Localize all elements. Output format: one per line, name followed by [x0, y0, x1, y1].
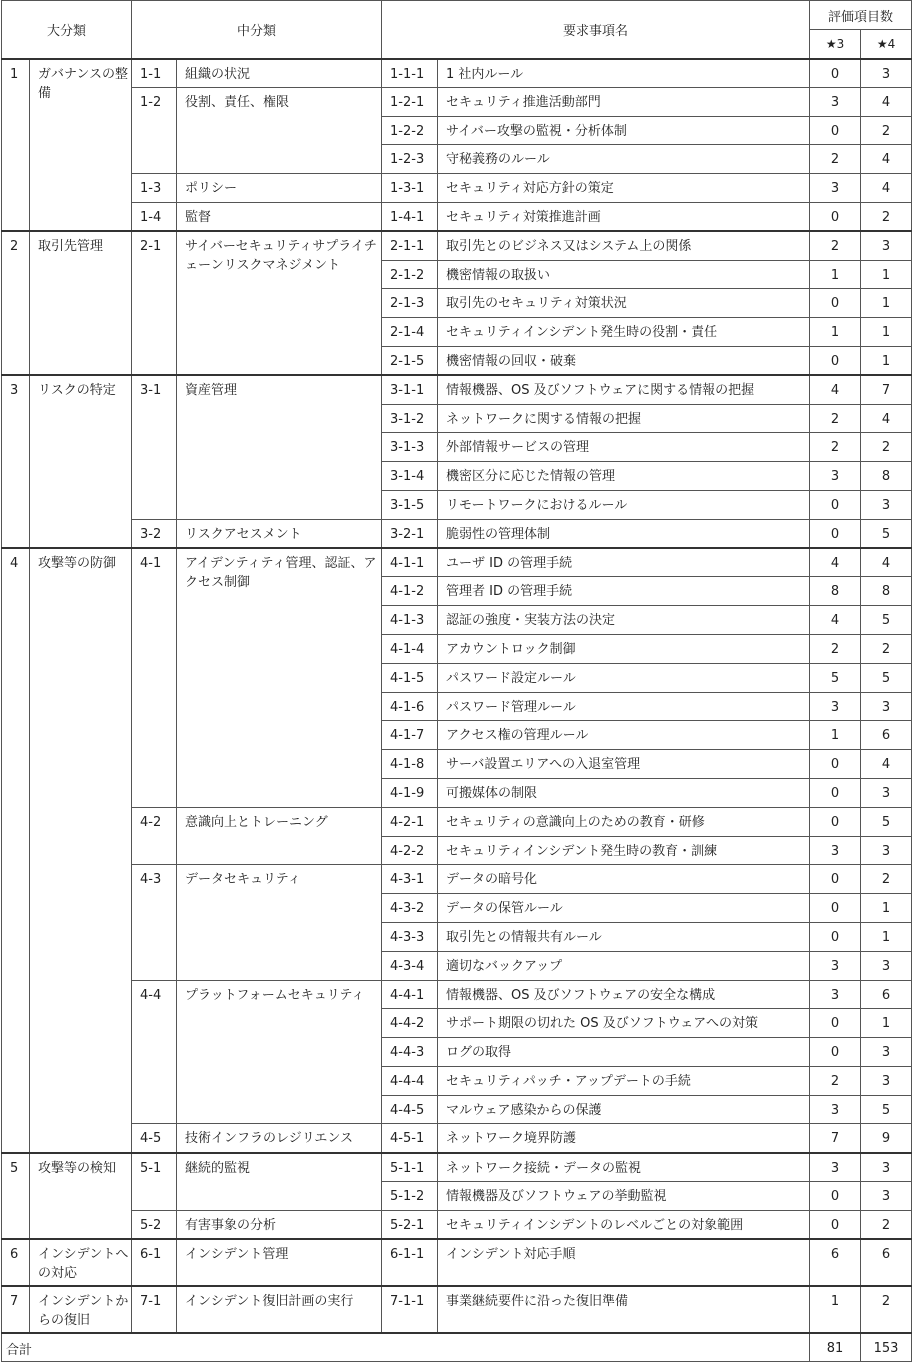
middle-name: 技術インフラのレジリエンス: [177, 1124, 382, 1153]
star3-count: 3: [810, 87, 861, 116]
req-no: 5-2-1: [382, 1210, 438, 1239]
middle-name: 役割、責任、権限: [177, 87, 382, 173]
table-row: [2, 548, 912, 577]
req-no: 4-1-3: [382, 606, 438, 635]
req-name: データの暗号化: [438, 865, 810, 894]
middle-no: 4-1: [132, 548, 177, 807]
table-row: [2, 1210, 912, 1239]
req-name: サーバ設置エリアへの入退室管理: [438, 750, 810, 779]
middle-no: 4-5: [132, 1124, 177, 1153]
star4-count: 3: [861, 778, 912, 807]
star4-count: 1: [861, 1009, 912, 1038]
middle-name: プラットフォームセキュリティ: [177, 980, 382, 1124]
star3-count: 0: [810, 1182, 861, 1211]
req-name: 守秘義務のルール: [438, 145, 810, 174]
star3-count: 3: [810, 1095, 861, 1124]
star3-count: 3: [810, 1153, 861, 1182]
middle-name: リスクアセスメント: [177, 519, 382, 548]
star3-count: 1: [810, 721, 861, 750]
star4-count: 5: [861, 1095, 912, 1124]
req-no: 5-1-1: [382, 1153, 438, 1182]
table-row: [2, 1239, 912, 1286]
req-name: 脆弱性の管理体制: [438, 519, 810, 548]
table-body: [2, 59, 912, 1362]
req-no: 4-4-3: [382, 1038, 438, 1067]
middle-name: 資産管理: [177, 375, 382, 519]
star4-count: 3: [861, 1066, 912, 1095]
req-name: ネットワークに関する情報の把握: [438, 404, 810, 433]
major-no: 2: [2, 231, 30, 375]
star4-count: 1: [861, 289, 912, 318]
star3-count: 4: [810, 548, 861, 577]
star3-count: 0: [810, 922, 861, 951]
major-no: 4: [2, 548, 30, 1153]
star3-count: 3: [810, 692, 861, 721]
req-no: 4-1-6: [382, 692, 438, 721]
req-name: 可搬媒体の制限: [438, 778, 810, 807]
middle-name: データセキュリティ: [177, 865, 382, 980]
total-label: 合計: [2, 1333, 810, 1362]
star4-count: 2: [861, 202, 912, 231]
star4-count: 6: [861, 1239, 912, 1286]
header-middle: 中分類: [132, 1, 382, 59]
req-no: 4-1-1: [382, 548, 438, 577]
middle-name: インシデント復旧計画の実行: [177, 1286, 382, 1333]
table-row: [2, 980, 912, 1009]
star3-count: 5: [810, 663, 861, 692]
star3-count: 7: [810, 1124, 861, 1153]
middle-no: 6-1: [132, 1239, 177, 1286]
req-name: 機密情報の取扱い: [438, 260, 810, 289]
total-star4: 153: [861, 1333, 912, 1362]
req-name: 外部情報サービスの管理: [438, 433, 810, 462]
middle-name: アイデンティティ管理、認証、アクセス制御: [177, 548, 382, 807]
req-no: 3-1-5: [382, 490, 438, 519]
major-name: リスクの特定: [30, 375, 132, 548]
middle-no: 4-3: [132, 865, 177, 980]
star4-count: 6: [861, 721, 912, 750]
req-no: 4-1-2: [382, 577, 438, 606]
header-star4: ★4: [861, 30, 912, 59]
req-name: 事業継続要件に沿った復旧準備: [438, 1286, 810, 1333]
req-no: 4-4-1: [382, 980, 438, 1009]
star3-count: 2: [810, 145, 861, 174]
req-no: 1-2-3: [382, 145, 438, 174]
major-name: インシデントからの復旧: [30, 1286, 132, 1333]
star3-count: 0: [810, 807, 861, 836]
star4-count: 2: [861, 116, 912, 145]
star3-count: 3: [810, 462, 861, 491]
req-name: サポート期限の切れた OS 及びソフトウェアへの対策: [438, 1009, 810, 1038]
req-no: 3-1-1: [382, 375, 438, 404]
req-name: セキュリティインシデントのレベルごとの対象範囲: [438, 1210, 810, 1239]
star4-count: 4: [861, 145, 912, 174]
table-row: [2, 865, 912, 894]
star4-count: 2: [861, 433, 912, 462]
star3-count: 0: [810, 490, 861, 519]
star3-count: 0: [810, 202, 861, 231]
middle-name: 有害事象の分析: [177, 1210, 382, 1239]
req-no: 1-2-1: [382, 87, 438, 116]
total-row: [2, 1333, 912, 1362]
star3-count: 0: [810, 750, 861, 779]
middle-name: 監督: [177, 202, 382, 231]
req-no: 4-3-3: [382, 922, 438, 951]
req-no: 1-2-2: [382, 116, 438, 145]
star3-count: 4: [810, 606, 861, 635]
total-star3: 81: [810, 1333, 861, 1362]
req-no: 1-1-1: [382, 59, 438, 88]
major-no: 7: [2, 1286, 30, 1333]
middle-name: 継続的監視: [177, 1153, 382, 1211]
star4-count: 2: [861, 1286, 912, 1333]
middle-no: 1-3: [132, 174, 177, 203]
req-name: アクセス権の管理ルール: [438, 721, 810, 750]
major-no: 3: [2, 375, 30, 548]
table-row: [2, 375, 912, 404]
req-no: 6-1-1: [382, 1239, 438, 1286]
star4-count: 5: [861, 663, 912, 692]
star4-count: 1: [861, 922, 912, 951]
star4-count: 5: [861, 519, 912, 548]
middle-no: 7-1: [132, 1286, 177, 1333]
req-name: 機密区分に応じた情報の管理: [438, 462, 810, 491]
req-name: セキュリティ対策推進計画: [438, 202, 810, 231]
middle-name: サイバーセキュリティサプライチェーンリスクマネジメント: [177, 231, 382, 375]
req-name: 情報機器、OS 及びソフトウェアに関する情報の把握: [438, 375, 810, 404]
star4-count: 3: [861, 231, 912, 260]
middle-no: 3-1: [132, 375, 177, 519]
req-no: 4-3-1: [382, 865, 438, 894]
req-name: パスワード設定ルール: [438, 663, 810, 692]
req-name: 1 社内ルール: [438, 59, 810, 88]
major-name: 攻撃等の防御: [30, 548, 132, 1153]
table-row: [2, 519, 912, 548]
star3-count: 0: [810, 894, 861, 923]
star3-count: 6: [810, 1239, 861, 1286]
major-no: 5: [2, 1153, 30, 1239]
star3-count: 4: [810, 375, 861, 404]
star3-count: 3: [810, 836, 861, 865]
star3-count: 2: [810, 231, 861, 260]
req-no: 4-1-7: [382, 721, 438, 750]
req-name: セキュリティパッチ・アップデートの手続: [438, 1066, 810, 1095]
middle-name: インシデント管理: [177, 1239, 382, 1286]
star4-count: 4: [861, 750, 912, 779]
req-name: アカウントロック制御: [438, 634, 810, 663]
star3-count: 0: [810, 1009, 861, 1038]
middle-name: ポリシー: [177, 174, 382, 203]
star3-count: 3: [810, 951, 861, 980]
req-name: ネットワーク境界防護: [438, 1124, 810, 1153]
req-name: 認証の強度・実装方法の決定: [438, 606, 810, 635]
req-name: インシデント対応手順: [438, 1239, 810, 1286]
table-header: [2, 1, 912, 59]
req-name: ログの取得: [438, 1038, 810, 1067]
star3-count: 0: [810, 1210, 861, 1239]
star4-count: 3: [861, 836, 912, 865]
req-no: 2-1-1: [382, 231, 438, 260]
header-major: 大分類: [2, 1, 132, 59]
middle-no: 5-1: [132, 1153, 177, 1211]
star3-count: 2: [810, 433, 861, 462]
req-name: ユーザ ID の管理手続: [438, 548, 810, 577]
star4-count: 3: [861, 490, 912, 519]
star3-count: 1: [810, 1286, 861, 1333]
middle-no: 1-2: [132, 87, 177, 173]
star4-count: 3: [861, 692, 912, 721]
req-no: 4-1-8: [382, 750, 438, 779]
req-no: 4-4-4: [382, 1066, 438, 1095]
star4-count: 3: [861, 59, 912, 88]
star3-count: 3: [810, 174, 861, 203]
star3-count: 0: [810, 59, 861, 88]
req-no: 2-1-5: [382, 346, 438, 375]
star3-count: 2: [810, 1066, 861, 1095]
req-name: パスワード管理ルール: [438, 692, 810, 721]
req-name: 管理者 ID の管理手続: [438, 577, 810, 606]
req-name: 情報機器及びソフトウェアの挙動監視: [438, 1182, 810, 1211]
req-no: 1-4-1: [382, 202, 438, 231]
header-eval-count: 評価項目数: [810, 1, 912, 30]
major-name: 攻撃等の検知: [30, 1153, 132, 1239]
star4-count: 8: [861, 462, 912, 491]
req-name: 適切なバックアップ: [438, 951, 810, 980]
table-row: [2, 231, 912, 260]
star4-count: 2: [861, 1210, 912, 1239]
req-no: 3-1-4: [382, 462, 438, 491]
req-name: セキュリティの意識向上のための教育・研修: [438, 807, 810, 836]
req-no: 7-1-1: [382, 1286, 438, 1333]
star4-count: 8: [861, 577, 912, 606]
req-no: 1-3-1: [382, 174, 438, 203]
req-no: 3-1-3: [382, 433, 438, 462]
star4-count: 5: [861, 606, 912, 635]
star3-count: 0: [810, 346, 861, 375]
middle-name: 意識向上とトレーニング: [177, 807, 382, 865]
middle-no: 1-1: [132, 59, 177, 88]
req-no: 4-4-2: [382, 1009, 438, 1038]
req-no: 2-1-4: [382, 318, 438, 347]
req-no: 4-2-2: [382, 836, 438, 865]
req-name: サイバー攻撃の監視・分析体制: [438, 116, 810, 145]
req-name: セキュリティインシデント発生時の役割・責任: [438, 318, 810, 347]
star3-count: 0: [810, 865, 861, 894]
table-row: [2, 1153, 912, 1182]
star3-count: 0: [810, 1038, 861, 1067]
req-name: セキュリティ対応方針の策定: [438, 174, 810, 203]
requirements-table: [1, 0, 912, 1362]
star3-count: 1: [810, 318, 861, 347]
star3-count: 0: [810, 289, 861, 318]
star4-count: 9: [861, 1124, 912, 1153]
star4-count: 4: [861, 174, 912, 203]
middle-no: 3-2: [132, 519, 177, 548]
star4-count: 4: [861, 548, 912, 577]
star4-count: 1: [861, 346, 912, 375]
req-name: 取引先とのビジネス又はシステム上の関係: [438, 231, 810, 260]
star4-count: 4: [861, 87, 912, 116]
req-name: リモートワークにおけるルール: [438, 490, 810, 519]
middle-no: 2-1: [132, 231, 177, 375]
req-no: 4-2-1: [382, 807, 438, 836]
req-name: 機密情報の回収・破棄: [438, 346, 810, 375]
req-name: ネットワーク接続・データの監視: [438, 1153, 810, 1182]
star3-count: 8: [810, 577, 861, 606]
middle-no: 4-2: [132, 807, 177, 865]
middle-name: 組織の状況: [177, 59, 382, 88]
req-name: セキュリティ推進活動部門: [438, 87, 810, 116]
req-no: 4-4-5: [382, 1095, 438, 1124]
table-row: [2, 1124, 912, 1153]
star4-count: 6: [861, 980, 912, 1009]
star4-count: 5: [861, 807, 912, 836]
req-name: 情報機器、OS 及びソフトウェアの安全な構成: [438, 980, 810, 1009]
star4-count: 4: [861, 404, 912, 433]
star4-count: 2: [861, 634, 912, 663]
req-no: 2-1-2: [382, 260, 438, 289]
star4-count: 3: [861, 1153, 912, 1182]
req-no: 4-3-4: [382, 951, 438, 980]
star3-count: 0: [810, 519, 861, 548]
star4-count: 7: [861, 375, 912, 404]
header-star3: ★3: [810, 30, 861, 59]
req-name: 取引先のセキュリティ対策状況: [438, 289, 810, 318]
major-name: ガバナンスの整備: [30, 59, 132, 232]
req-name: セキュリティインシデント発生時の教育・訓練: [438, 836, 810, 865]
star4-count: 2: [861, 865, 912, 894]
star4-count: 1: [861, 894, 912, 923]
req-no: 2-1-3: [382, 289, 438, 318]
req-name: マルウェア感染からの保護: [438, 1095, 810, 1124]
req-no: 4-1-4: [382, 634, 438, 663]
major-no: 1: [2, 59, 30, 232]
table-row: [2, 87, 912, 116]
table-row: [2, 59, 912, 88]
star3-count: 3: [810, 980, 861, 1009]
header-requirement: 要求事項名: [382, 1, 810, 59]
req-name: データの保管ルール: [438, 894, 810, 923]
star4-count: 3: [861, 951, 912, 980]
table-row: [2, 807, 912, 836]
middle-no: 1-4: [132, 202, 177, 231]
req-no: 5-1-2: [382, 1182, 438, 1211]
star4-count: 3: [861, 1038, 912, 1067]
table-row: [2, 1286, 912, 1333]
req-name: 取引先との情報共有ルール: [438, 922, 810, 951]
star3-count: 2: [810, 634, 861, 663]
req-no: 4-1-9: [382, 778, 438, 807]
req-no: 4-1-5: [382, 663, 438, 692]
req-no: 4-5-1: [382, 1124, 438, 1153]
major-name: インシデントへの対応: [30, 1239, 132, 1286]
table-row: [2, 202, 912, 231]
star3-count: 1: [810, 260, 861, 289]
star4-count: 3: [861, 1182, 912, 1211]
table-row: [2, 174, 912, 203]
star4-count: 1: [861, 260, 912, 289]
req-no: 3-1-2: [382, 404, 438, 433]
req-no: 4-3-2: [382, 894, 438, 923]
req-no: 3-2-1: [382, 519, 438, 548]
middle-no: 5-2: [132, 1210, 177, 1239]
major-name: 取引先管理: [30, 231, 132, 375]
star3-count: 0: [810, 778, 861, 807]
star3-count: 2: [810, 404, 861, 433]
star4-count: 1: [861, 318, 912, 347]
star3-count: 0: [810, 116, 861, 145]
middle-no: 4-4: [132, 980, 177, 1124]
major-no: 6: [2, 1239, 30, 1286]
